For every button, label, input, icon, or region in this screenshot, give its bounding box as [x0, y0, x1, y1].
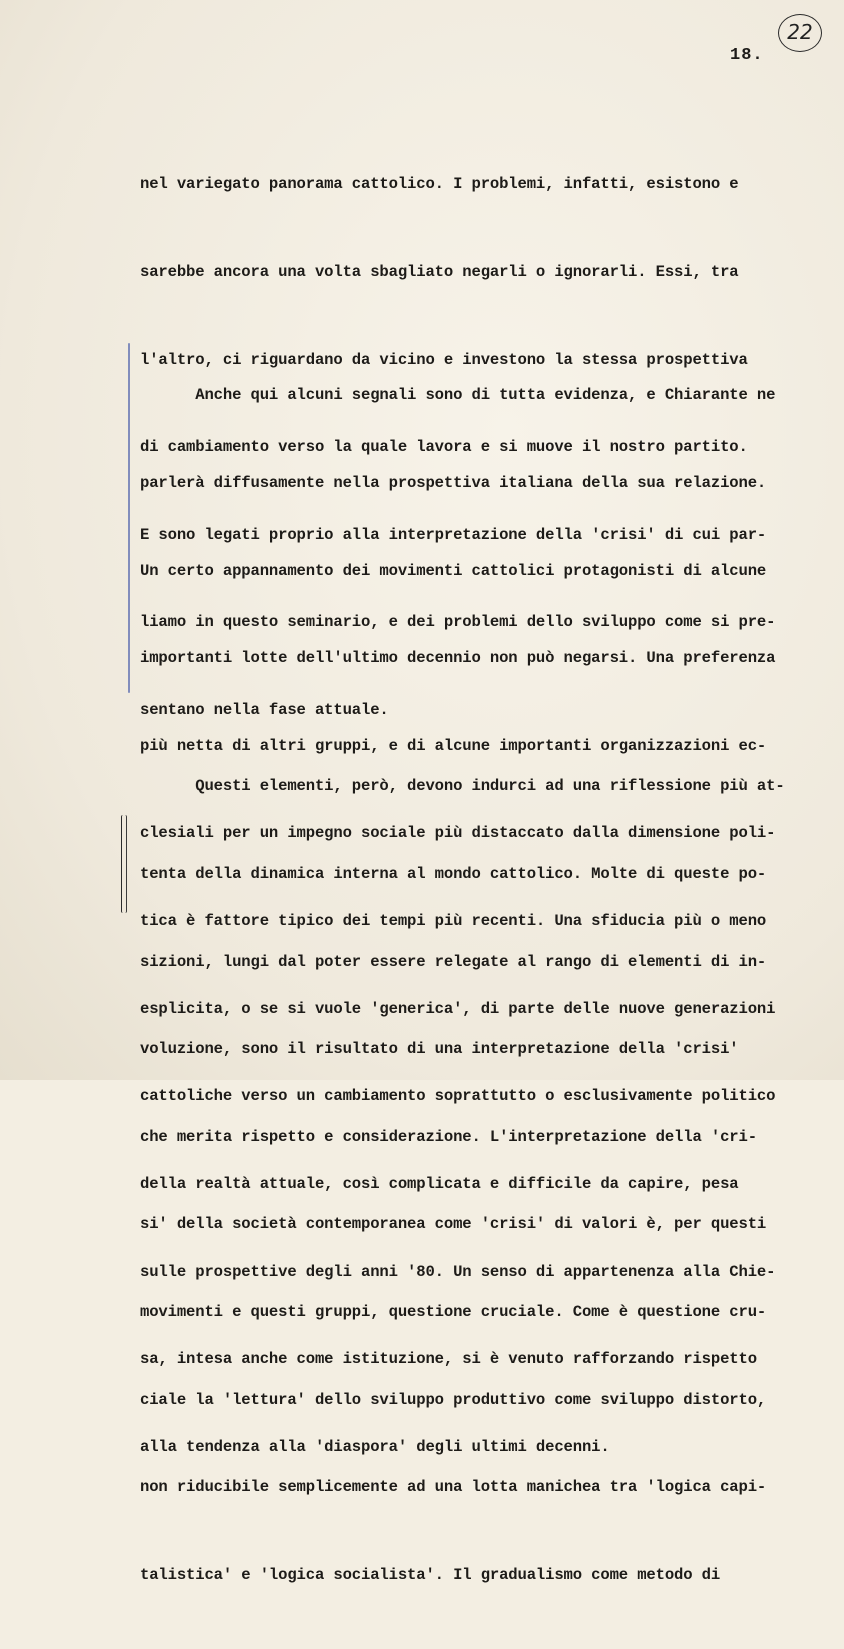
text-line: Anche qui alcuni segnali sono di tutta evidenza, e Chiarante ne [140, 386, 776, 405]
text-line: movimenti e questi gruppi, questione cruciale. Come è questione cru- [140, 1303, 767, 1322]
text-line: tenta della dinamica interna al mondo cattolico. Molte di queste po- [140, 865, 767, 884]
text-line: l'altro, ci riguardano da vicino e investono la stessa prospettiva [140, 350, 748, 369]
text-line: nel variegato panorama cattolico. I problemi, infatti, esistono e [140, 175, 739, 194]
text-line: clesiali per un impegno sociale più distaccato dalla dimensione poli- [140, 824, 776, 843]
text-line: che merita rispetto e considerazione. L'interpretazione della 'cri- [140, 1127, 757, 1146]
margin-mark-blue [128, 343, 130, 693]
text-line: voluzione, sono il risultato di una interpretazione della 'crisi' [140, 1040, 739, 1059]
text-line: sarebbe ancora una volta sbagliato negarli o ignorarli. Essi, tra [140, 263, 739, 282]
text-line: liamo in questo seminario, e dei problemi dello sviluppo come si pre- [140, 613, 776, 632]
text-line: non riducibile semplicemente ad una lotta manichea tra 'logica capi- [140, 1478, 767, 1497]
text-line: di cambiamento verso la quale lavora e si muove il nostro partito. [140, 438, 748, 457]
text-line: si' della società contemporanea come 'crisi' di valori è, per questi [140, 1215, 767, 1234]
text-line: sulle prospettive degli anni '80. Un senso di appartenenza alla Chie- [140, 1262, 776, 1281]
text-line: sentano nella fase attuale. [140, 701, 389, 720]
text-line: Questi elementi, però, devono indurci ad una riflessione più at- [140, 777, 785, 796]
text-line: cattoliche verso un cambiamento soprattutto o esclusivamente politico [140, 1087, 776, 1106]
text-line: ciale la 'lettura' dello sviluppo produttivo come sviluppo distorto, [140, 1390, 767, 1409]
text-line: E sono legati proprio alla interpretazione della 'crisi' di cui par- [140, 525, 767, 544]
text-line: alla tendenza alla 'diaspora' degli ultimi decenni. [140, 1437, 610, 1456]
text-line: parlerà diffusamente nella prospettiva italiana della sua relazione. [140, 474, 767, 493]
text-line: Un certo appannamento dei movimenti cattolici protagonisti di alcune [140, 561, 767, 580]
text-line: talistica' e 'logica socialista'. Il gradualismo come metodo di [140, 1565, 721, 1584]
text-line: della realtà attuale, così complicata e difficile da capire, pesa [140, 1174, 739, 1193]
text-line: tica è fattore tipico dei tempi più recenti. Una sfiducia più o meno [140, 912, 767, 931]
text-line: importanti lotte dell'ultimo decennio non può negarsi. Una preferenza [140, 649, 776, 668]
text-line: sa, intesa anche come istituzione, si è venuto rafforzando rispetto [140, 1350, 757, 1369]
archive-page-number: 22 [778, 14, 822, 52]
page-number: 18. [730, 46, 764, 65]
paragraph-3 [140, 714, 830, 1649]
text-line: sizioni, lungi dal poter essere relegate al rango di elementi di in- [140, 952, 767, 971]
text-line: più netta di altri gruppi, e di alcune importanti organizzazioni ec- [140, 736, 767, 755]
margin-mark-pencil [121, 815, 127, 913]
text-line: esplicita, o se si vuole 'generica', di parte delle nuove generazioni [140, 999, 776, 1018]
